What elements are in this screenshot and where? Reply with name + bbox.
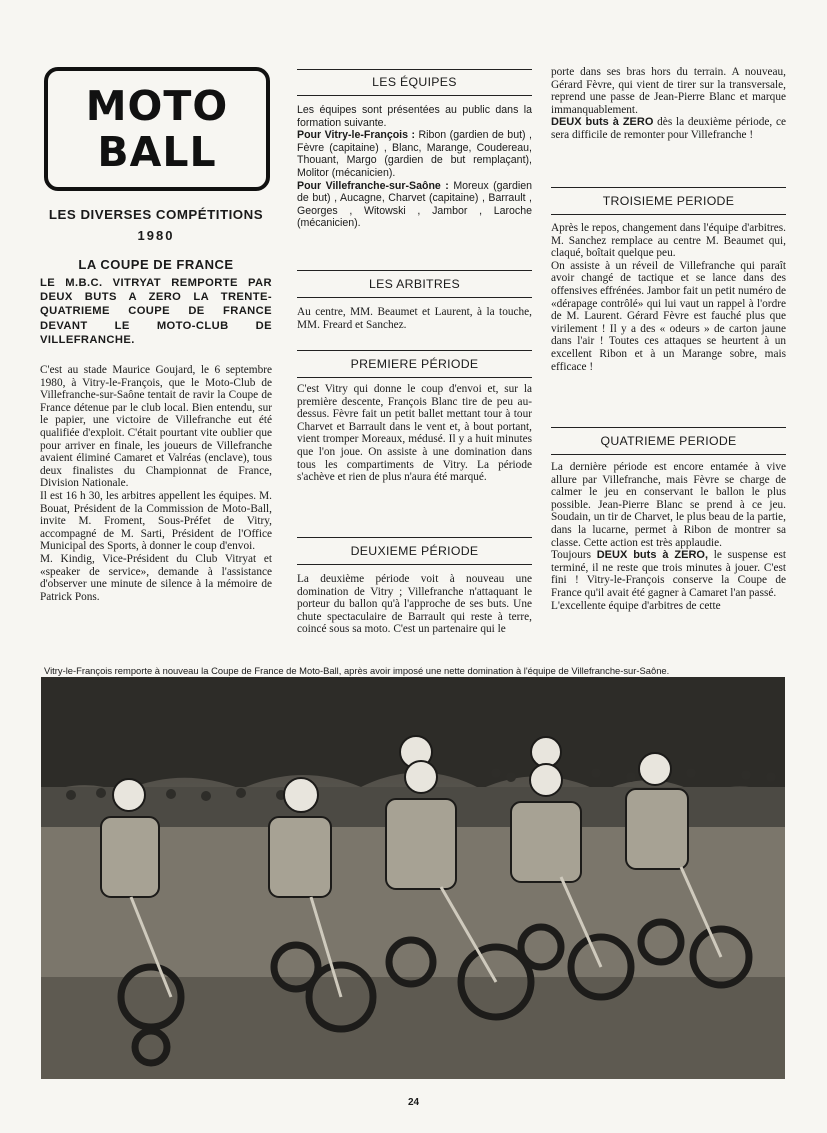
- section-title-troisieme-periode: TROISIEME PERIODE: [551, 187, 786, 215]
- section-title-quatrieme-periode: QUATRIEME PERIODE: [551, 427, 786, 455]
- final-score-rest: le suspense est terminé, il ne reste que trois minutes à jouer. C'est fini ! Vitry-le-François conserve la Coupe de France qu'il avait été gagner à Camaret l'an passé.: [551, 549, 786, 599]
- paragraph: Après le repos, changement dans l'équipe d'arbitres. M. Sanchez remplace au centre M. Beaumet qui, claqué, boîtait quelque peu.: [551, 222, 786, 260]
- team-photo: [41, 677, 785, 1079]
- team-vitry: [297, 129, 532, 179]
- team-vitry-players: Ribon (gardien de but) , Fèvre (capitaine) , Blanc, Marange, Coudereau, Thouant, Margo (gardien de but remplaçant), Molitor (mécanicien).: [297, 129, 532, 179]
- paragraph: porte dans ses bras hors du terrain. A nouveau, Gérard Fèvre, qui vient de tirer sur la transversale, reprend une passe de Jean-Pierre Blanc et marque immanquablement.: [551, 66, 786, 116]
- paragraph: C'est au stade Maurice Goujard, le 6 septembre 1980, à Vitry-le-François, que le Moto-Club de Villefranche-sur-Saône tentait de ravir la Coupe de France détenue par le club local. Bien entendu, sur le papier, une victoire de Villefranche eut été qualifiée d'exploit. C'était pourtant vite oublier que pour arriver en finale, les joueurs de Villefranche avaient éliminé Camaret et Valréas (enclave), tous deux finalistes du Championnat de France, Division Nationale.: [40, 364, 272, 490]
- right-column-block-3: [551, 461, 786, 612]
- section-year: 1980: [137, 228, 175, 243]
- paragraph: C'est Vitry qui donne le coup d'envoi et, sur la première descente, François Blanc tire de peu au-dessus. Fèvre fait un petit ballet mettant tour à tour Charvet et Barrault dans le vent et, à bout portant, vient tromper Moreaux, médusé. Il y a huit minutes que l'on joue. On assiste à une domination dans tous les compartiments de Vitry. La période s'achève et rien de plus n'aura été marqué.: [297, 383, 532, 484]
- section-title-arbitres: LES ARBITRES: [297, 270, 532, 298]
- paragraph: Il est 16 h 30, les arbitres appellent les équipes. M. Bouat, Président de la Commission de Moto-Ball, invite M. Froment, Sous-Préfet de Vitry, accompagné de M. Sarti, Président de l'Office Municipal des Sports, à donner le coup d'envoi.: [40, 489, 272, 553]
- middle-column-block-4: [297, 573, 532, 636]
- team-vitry-label: Pour Vitry-le-François :: [297, 129, 416, 142]
- team-villefranche-label: Pour Villefranche-sur-Saône :: [297, 179, 449, 192]
- team-villefranche: [297, 180, 532, 230]
- section-title-deuxieme-periode: DEUXIEME PÉRIODE: [297, 537, 532, 565]
- paragraph: M. Kindig, Vice-Président du Club Vitryat et «speaker de service», demande à l'assistance d'observer une minute de silence à la mémoire de Patrick Pons.: [40, 552, 272, 603]
- final-score-pre: Toujours: [551, 549, 592, 562]
- final-score-bold: DEUX buts à ZERO,: [596, 549, 709, 562]
- paragraph: Les équipes sont présentées au public dans la formation suivante.: [297, 104, 532, 129]
- section-title-premiere-periode: PREMIERE PÉRIODE: [297, 350, 532, 378]
- final-score-paragraph: [551, 549, 786, 599]
- article-subheading: LA COUPE DE FRANCE: [78, 257, 234, 272]
- middle-column-block-2: [297, 306, 532, 331]
- team-photo-illustration: [41, 677, 785, 1079]
- paragraph: On assiste à un réveil de Villefranche qui paraît avoir changé de tactique et se lance dans des offensives effrénées. Jambor fait un petit numéro de «dérapage contrôlé» qui lui vaut un rappel à l'ordre de M. Laurent. Gérard Fèvre est fauché plus que virilement ! Il y a des « odeurs » de carton jaune dans l'air ! Toutes ces attaques se heurtent à un excellent Ribon et à un Marange sobre, mais efficace !: [551, 259, 786, 373]
- score-paragraph: [551, 116, 786, 141]
- right-column-block-2: [551, 222, 786, 373]
- left-column: [40, 207, 272, 603]
- page-number: 24: [407, 1097, 420, 1108]
- score-rest: dès la deuxième période, ce sera difficile de remonter pour Villefranche !: [551, 116, 786, 141]
- logo-line-1: MOTO: [85, 82, 229, 130]
- middle-column-block-1: [297, 104, 532, 230]
- section-heading: LES DIVERSES COMPÉTITIONS: [48, 207, 264, 222]
- logo-line-2: BALL: [97, 128, 217, 176]
- paragraph: La deuxième période voit à nouveau une domination de Vitry ; Villefranche n'attaquant le porteur du ballon qu'à l'approche de ses buts. Une chute spectaculaire de Barrault qui reste à terre, coincé sous sa moto. C'est un partenaire qui le: [297, 573, 532, 636]
- section-title-equipes: LES ÉQUIPES: [297, 69, 532, 96]
- photo-caption: Vitry-le-François remporte à nouveau la Coupe de France de Moto-Ball, après avoir imposé une nette domination à l'équipe de Villefranche-sur-Saône.: [44, 665, 670, 676]
- paragraph: L'excellente équipe d'arbitres de cette: [551, 599, 721, 612]
- team-villefranche-players: Moreux (gardien de but) , Aucagne, Charvet (capitaine) , Barrault , Georges , Witowski , Jambor , Laroche (mécanicien).: [297, 179, 532, 230]
- middle-column-block-3: [297, 383, 532, 484]
- paragraph: La dernière période est encore entamée à vive allure par Villefranche, mais Fèvre se charge de calmer le jeu en conservant le ballon le plus possible. Jean-Pierre Blanc se prend à ce jeu. Soudain, un tir de Charvet, le plus beau de la partie, dans la lucarne, permet à Ribon de montrer sa classe. Cette action est très applaudie.: [551, 461, 786, 549]
- moto-ball-logo: [44, 67, 270, 191]
- right-column-block-1: [551, 66, 786, 142]
- article-lead: LE M.B.C. VITRYAT REMPORTE PAR DEUX BUTS A ZERO LA TRENTE-QUATRIEME COUPE DE FRANCE DEVANT LE MOTO-CLUB DE VILLEFRANCHE.: [40, 277, 272, 346]
- score-bold: DEUX buts à ZERO: [551, 116, 654, 129]
- paragraph: Au centre, MM. Beaumet et Laurent, à la touche, MM. Freard et Sanchez.: [297, 306, 532, 331]
